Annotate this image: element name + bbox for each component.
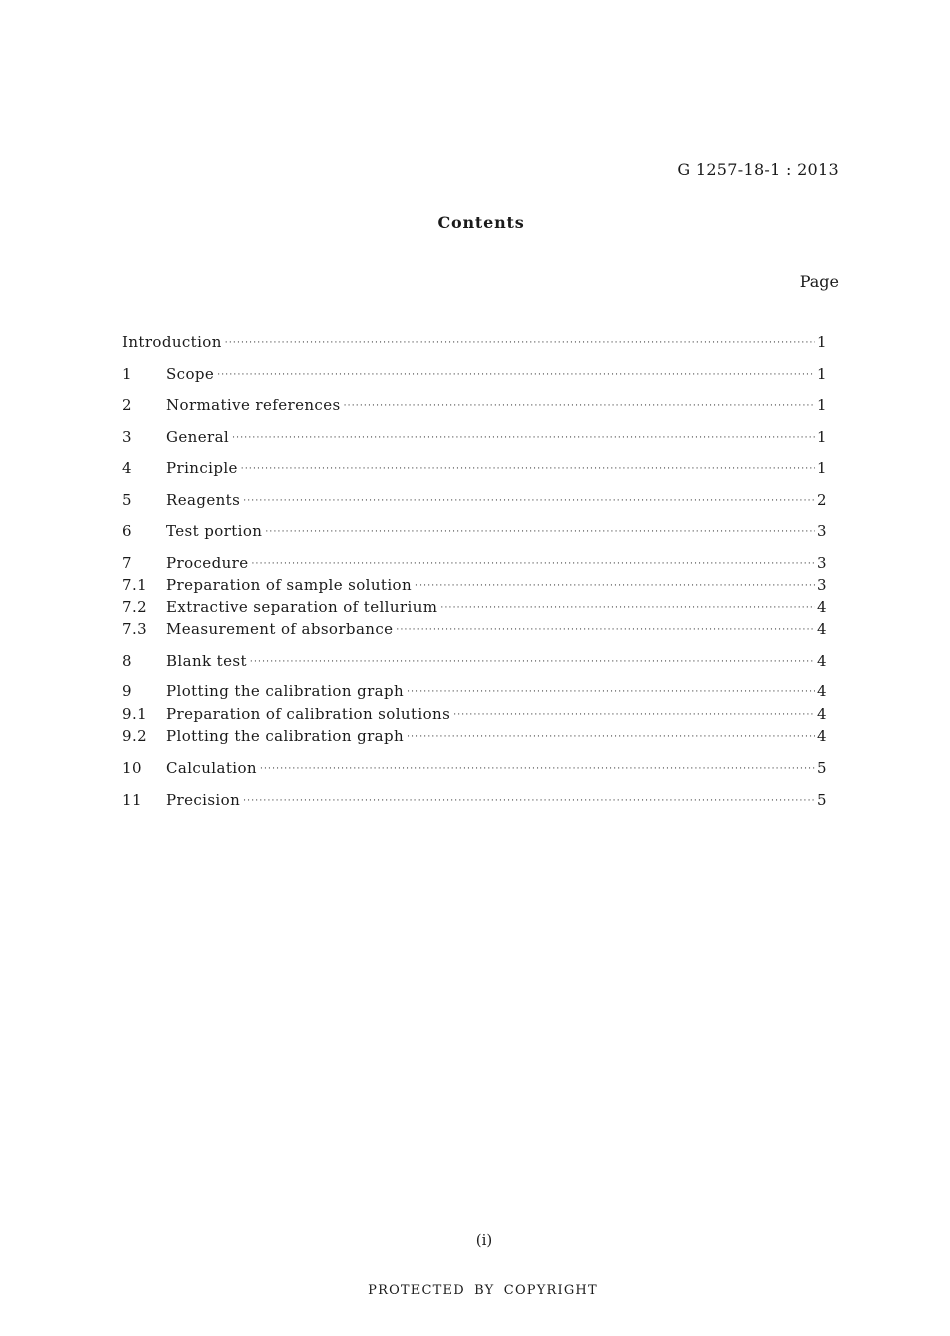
toc-entry-page: 1 [817, 396, 827, 414]
toc-entry-label: Test portion [166, 522, 263, 540]
toc-entry-number: 1 [122, 365, 132, 383]
toc-entry[interactable] [122, 365, 827, 387]
toc-dot-leader [407, 688, 815, 697]
toc-entry-label: Precision [166, 791, 241, 809]
toc-entry-number: 8 [122, 652, 132, 670]
toc-dot-leader [251, 560, 815, 569]
toc-entry-number: 7 [122, 554, 132, 572]
toc-dot-leader [243, 797, 815, 806]
toc-entry-label: Principle [166, 459, 238, 477]
toc-entry[interactable] [122, 727, 827, 749]
toc-dot-leader [217, 371, 815, 380]
toc-dot-leader [396, 626, 815, 635]
toc-entry-page: 4 [817, 620, 827, 638]
toc-entry-label: Reagents [166, 491, 241, 509]
toc-entry[interactable] [122, 491, 827, 513]
page-title: Contents [437, 213, 525, 232]
toc-entry-number: 7.1 [122, 576, 148, 594]
toc-entry-number: 9 [122, 682, 132, 700]
toc-entry-page: 1 [817, 459, 827, 477]
toc-entry-label: Plotting the calibration graph [166, 727, 405, 745]
toc-dot-leader [453, 711, 815, 720]
toc-entry-page: 1 [817, 365, 827, 383]
toc-dot-leader [344, 402, 815, 411]
toc-entry-label: Plotting the calibration graph [166, 682, 405, 700]
toc-entry[interactable] [122, 791, 827, 813]
toc-dot-leader [250, 658, 815, 667]
toc-entry-page: 4 [817, 652, 827, 670]
toc-entry-page: 5 [817, 791, 827, 809]
toc-dot-leader [225, 339, 815, 348]
toc-entry-page: 2 [817, 491, 827, 509]
toc-dot-leader [440, 604, 815, 613]
toc-entry[interactable] [122, 759, 827, 781]
toc-entry-label: Calculation [166, 759, 257, 777]
toc-entry[interactable] [122, 428, 827, 450]
toc-entry-number: 9.1 [122, 705, 148, 723]
toc-entry-page: 4 [817, 705, 827, 723]
toc-entry-label: Preparation of sample solution [166, 576, 413, 594]
toc-entry[interactable] [122, 652, 827, 674]
toc-entry[interactable] [122, 682, 827, 704]
toc-entry-page: 3 [817, 576, 827, 594]
toc-entry-number: 3 [122, 428, 132, 446]
toc-entry-number: 6 [122, 522, 132, 540]
toc-entry-page: 5 [817, 759, 827, 777]
toc-entry-page: 4 [817, 598, 827, 616]
toc-dot-leader [415, 582, 815, 591]
toc-dot-leader [260, 765, 815, 774]
toc-entry-number: 5 [122, 491, 132, 509]
toc-entry-label: Procedure [166, 554, 249, 572]
toc-entry-label: Scope [166, 365, 215, 383]
page-column-heading: Page [799, 272, 839, 291]
toc-entry[interactable] [122, 620, 827, 642]
toc-dot-leader [241, 465, 815, 474]
toc-entry-page: 1 [817, 333, 827, 351]
toc-entry[interactable] [122, 522, 827, 544]
doc-number: G 1257-18-1 : 2013 [677, 160, 839, 179]
toc-entry-label: Extractive separation of tellurium [166, 598, 438, 616]
toc-entry-label: Measurement of absorbance [166, 620, 394, 638]
toc-entry-label: Preparation of calibration solutions [166, 705, 451, 723]
page-folio: (i) [475, 1231, 493, 1249]
toc-entry[interactable] [122, 396, 827, 418]
toc-dot-leader [243, 497, 815, 506]
toc-entry[interactable] [122, 554, 827, 576]
toc-entry-number: 9.2 [122, 727, 148, 745]
toc-entry-page: 1 [817, 428, 827, 446]
toc-entry[interactable] [122, 576, 827, 598]
toc-entry-number: 11 [122, 791, 142, 809]
toc-entry-label: General [166, 428, 230, 446]
toc-entry-page: 4 [817, 727, 827, 745]
toc-entry-page: 4 [817, 682, 827, 700]
toc-dot-leader [407, 733, 815, 742]
toc-entry-number: 4 [122, 459, 132, 477]
toc-entry[interactable] [122, 459, 827, 481]
toc-dot-leader [265, 528, 815, 537]
copyright-notice: PROTECTED BY COPYRIGHT [368, 1283, 598, 1298]
toc-entry[interactable] [122, 598, 827, 620]
toc-entry-page: 3 [817, 522, 827, 540]
toc-entry-number: 7.2 [122, 598, 148, 616]
toc-entry[interactable] [122, 705, 827, 727]
toc-entry-page: 3 [817, 554, 827, 572]
toc-entry-number: 2 [122, 396, 132, 414]
toc-entry-number: 10 [122, 759, 142, 777]
toc-dot-leader [232, 434, 815, 443]
toc-entry-number: 7.3 [122, 620, 148, 638]
toc-entry-label: Introduction [122, 333, 222, 351]
toc-entry-label: Blank test [166, 652, 247, 670]
toc-entry-label: Normative references [166, 396, 341, 414]
toc-entry[interactable] [122, 333, 827, 355]
